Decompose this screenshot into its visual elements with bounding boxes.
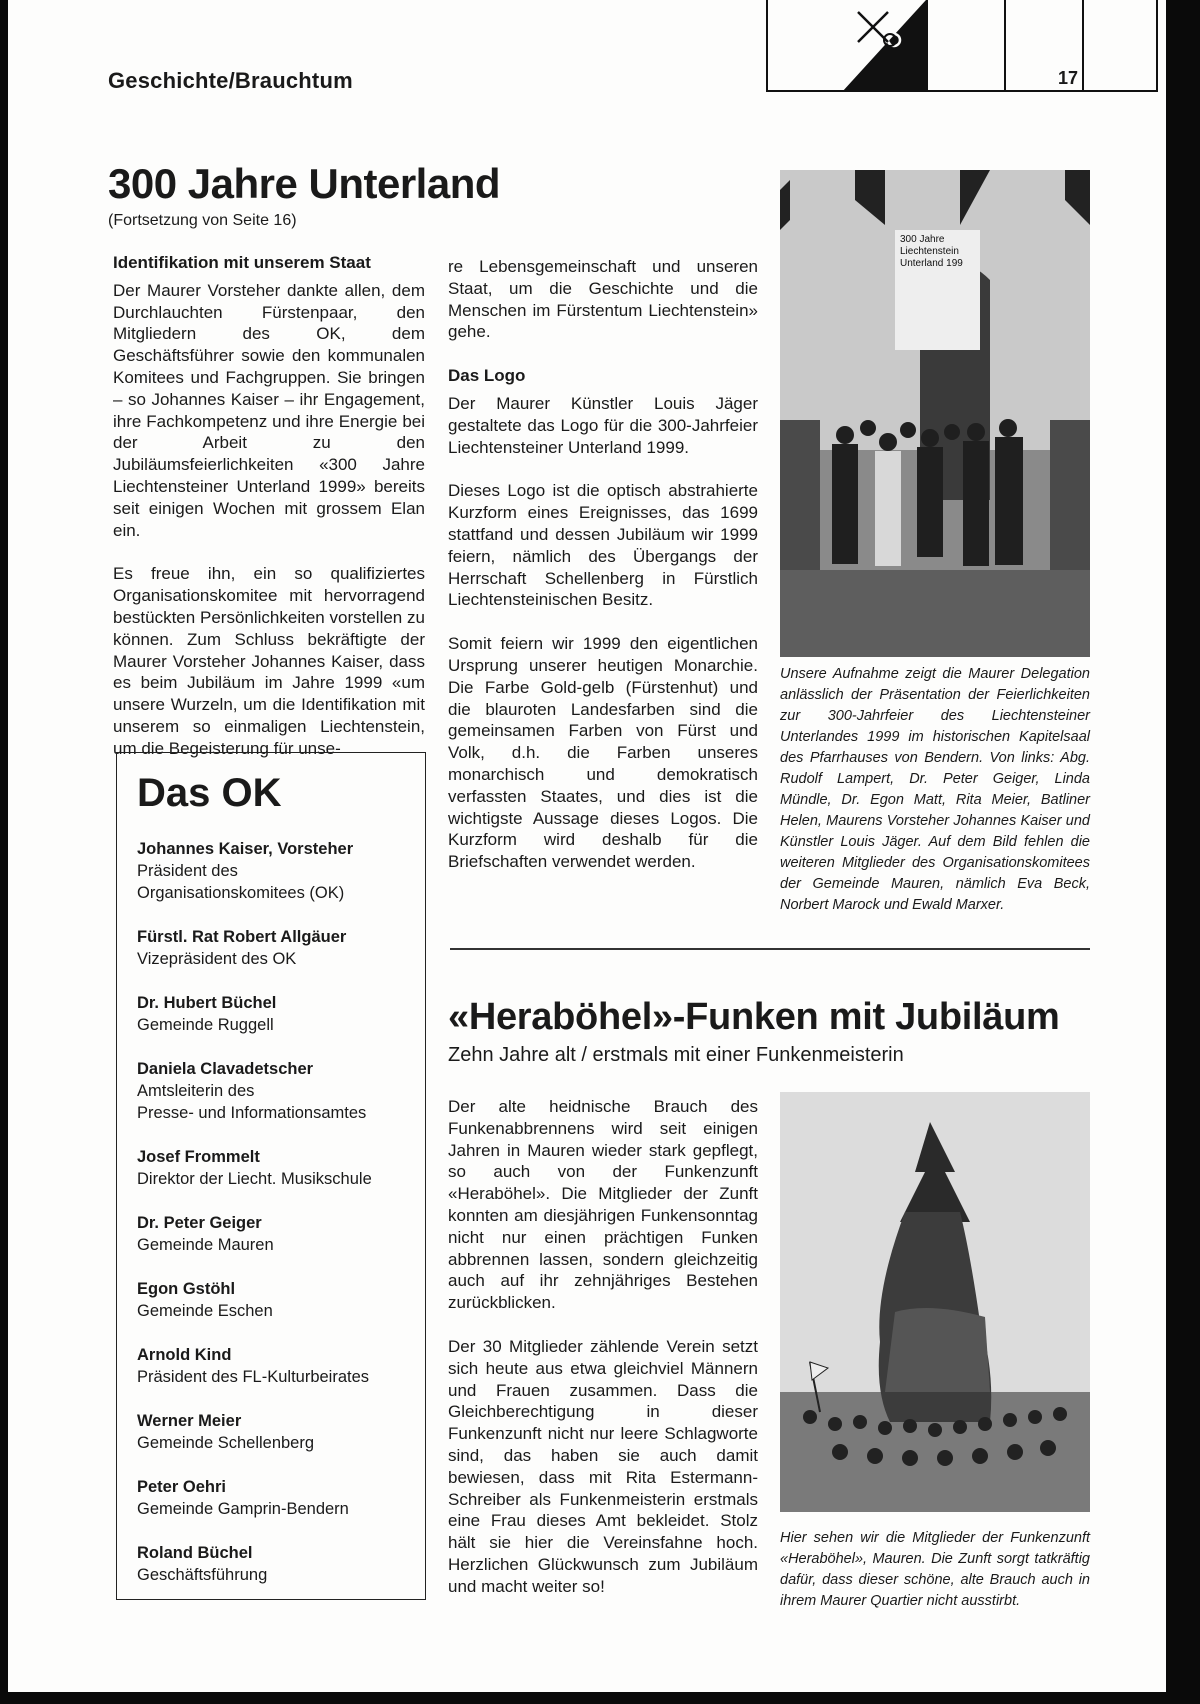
ok-member bbox=[137, 1146, 425, 1190]
member-name: Dr. Hubert Büchel bbox=[137, 994, 277, 1012]
article-column-left bbox=[113, 252, 425, 760]
member-name: Johannes Kaiser, Vorsteher bbox=[137, 840, 354, 858]
ok-box-title: Das OK bbox=[137, 771, 282, 815]
member-role: Gemeinde Eschen bbox=[137, 1302, 273, 1320]
member-name: Daniela Clavadetscher bbox=[137, 1060, 314, 1078]
member-role: Vizepräsident des OK bbox=[137, 950, 297, 968]
photo-caption: Unsere Aufnahme zeigt die Maurer Delegation anlässlich der Präsentation der Feierlichkeiten zur 300-Jahrfeier des Liechtensteiner Unterlandes 1999 im historischen Kapitelsaal des Pfarrhauses von Bendern. Von links: Abg. Rudolf Lampert, Dr. Peter Geiger, Linda Mündle, Dr. Egon Matt, Rita Meier, Batliner Helen, Maurens Vorsteher Johannes Kaiser und Künstler Louis Jäger. Auf dem Bild fehlen die weiteren Mitglieder des Organisationskomitees der Gemeinde Mauren, nämlich Eva Beck, Norbert Marock und Ewald Marxer. bbox=[780, 666, 1090, 913]
article-title: «Heraböhel»-Funken mit Jubiläum bbox=[448, 996, 1060, 1038]
paragraph: Es freue ihn, ein so qualifiziertes Organisationskomitee mit hervorragend bestückten Persönlichkeiten vorstellen zu können. Zum Schluss bekräftigte der Maurer Vorsteher Johannes Kaiser, dass es beim Jubiläum im Jahre 1999 «um unsere Wurzeln, um die Identifikation mit unserem so einmaligen Liechtenstein, um die Begeisterung für unse- bbox=[113, 564, 425, 758]
paragraph: Dieses Logo ist die optisch abstrahierte Kurzform eines Ereignisses, das 1699 stattfand und dessen Jubiläum wir 1999 feiern, nämlich des Übergangs der Herrschaft Schellenberg in Fürstlich Liechtensteinischen Besitz. bbox=[448, 481, 758, 610]
article-column-middle bbox=[448, 256, 758, 873]
member-role: Gemeinde Schellenberg bbox=[137, 1434, 315, 1452]
ok-member bbox=[137, 1476, 425, 1520]
member-role: Presse- und Informationsamtes bbox=[137, 1104, 367, 1122]
ok-member bbox=[137, 838, 425, 904]
member-name: Egon Gstöhl bbox=[137, 1280, 236, 1298]
member-role: Organisationskomitees (OK) bbox=[137, 884, 345, 902]
member-name: Roland Büchel bbox=[137, 1544, 253, 1562]
ok-member bbox=[137, 1212, 425, 1256]
ok-member bbox=[137, 992, 425, 1036]
article-subtitle: (Fortsetzung von Seite 16) bbox=[108, 212, 297, 229]
paragraph: re Lebensgemeinschaft und unseren Staat, um die Geschichte und die Menschen im Fürstentum Liechtenstein» gehe. bbox=[448, 257, 758, 342]
section-heading: Identifikation mit unserem Staat bbox=[113, 253, 371, 272]
ok-member bbox=[137, 1410, 425, 1454]
paragraph: Der 30 Mitglieder zählende Verein setzt sich heute aus etwa gleichviel Männern und Frauen zusammen. Dass die Gleichberechtigung in dieser Funkenzunft nicht nur leere Schlagworte sind, das haben sie auch damit bewiesen, dass mit Rita Estermann-Schreiber als Funkenmeisterin erstmals eine Frau dieses Amt bekleidet. Stolz hält sie hier die Vereinsfahne hoch. Herzlichen Glückwunsch zum Jubiläum und macht weiter so! bbox=[448, 1336, 758, 1596]
article-column bbox=[448, 1096, 758, 1598]
paragraph: Der Maurer Künstler Louis Jäger gestaltete das Logo für die 300-Jahrfeier Liechtensteiner Unterland 1999. bbox=[448, 393, 758, 457]
member-role: Geschäftsführung bbox=[137, 1566, 268, 1584]
article-title: 300 Jahre Unterland bbox=[108, 160, 501, 207]
member-name: Dr. Peter Geiger bbox=[137, 1214, 262, 1232]
crossed-keys-emblem-icon bbox=[842, 0, 926, 92]
member-role: Gemeinde Gamprin-Bendern bbox=[137, 1500, 349, 1518]
ok-member bbox=[137, 1344, 425, 1388]
paragraph: Somit feiern wir 1999 den eigentlichen Ursprung unserer heutigen Monarchie. Die Farbe Gold-gelb (Fürstenhut) und die blauroten Landesfarben sind die gemeinsamen Farben von Fürst und Volk, d.h. die Farben unseres monarchisch und demokratisch verfassten Staates, und dies ist die wichtigste Aussage dieses Logos. Die Kurzform wird deshalb für die Briefschaften verwendet werden. bbox=[448, 634, 758, 872]
funken-bonfire-photo bbox=[780, 1092, 1090, 1512]
member-name: Arnold Kind bbox=[137, 1346, 232, 1364]
magazine-page bbox=[8, 0, 1166, 1692]
photo-caption: Hier sehen wir die Mitglieder der Funkenzunft «Heraböhel», Mauren. Die Zunft sorgt tatkräftig dafür, dass dieser schöne, alte Brauch auch in ihrem Maurer Quartier nicht ausstirbt. bbox=[780, 1530, 1090, 1609]
page-number: 17 bbox=[1058, 68, 1079, 88]
section-header: Geschichte/Brauchtum bbox=[108, 68, 353, 93]
member-role: Direktor der Liecht. Musikschule bbox=[137, 1170, 372, 1188]
ok-member bbox=[137, 1278, 425, 1322]
member-role: Gemeinde Mauren bbox=[137, 1236, 274, 1254]
paragraph: Der Maurer Vorsteher dankte allen, dem Durchlauchten Fürstenpaar, den Mitgliedern des OK, dem Geschäftsführer sowie den kommunalen Komitees und Fachgruppen. Sie bringen – so Johannes Kaiser – ihr Engagement, ihre Fachkompetenz und ihre Energie bei der Arbeit zu den Jubiläumsfeierlichkeiten «300 Jahre Liechtensteiner Unterland 1999» bereits seit einigen Wochen mit grossem Elan ein. bbox=[113, 280, 425, 540]
member-name: Peter Oehri bbox=[137, 1478, 226, 1496]
member-role: Präsident des FL-Kulturbeirates bbox=[137, 1368, 370, 1386]
delegation-photo bbox=[780, 170, 1090, 657]
ok-committee-box bbox=[116, 752, 426, 1600]
section-divider bbox=[450, 948, 1090, 950]
article-subtitle: Zehn Jahre alt / erstmals mit einer Funkenmeisterin bbox=[448, 1044, 904, 1066]
member-role: Präsident des bbox=[137, 862, 238, 880]
paragraph: Der alte heidnische Brauch des Funkenabbrennens wird seit einigen Jahren in Mauren wieder stark gepflegt, so auch von der Funkenzunft «Heraböhel». Die Mitglieder der Zunft konnten am diesjährigen Funkensonntag nicht nur einen prächtigen Funken abbrennen lassen, sondern gleichzeitig auch auf ihr zehnjähriges Bestehen zurückblicken. bbox=[448, 1097, 758, 1313]
header-tab-strip bbox=[766, 0, 1158, 92]
section-heading: Das Logo bbox=[448, 366, 526, 386]
banner-text: Unterland 199 bbox=[900, 258, 963, 269]
member-name: Werner Meier bbox=[137, 1412, 242, 1430]
member-role: Gemeinde Ruggell bbox=[137, 1016, 274, 1034]
ok-member bbox=[137, 926, 425, 970]
banner-text: 300 Jahre bbox=[900, 234, 945, 245]
ok-member bbox=[137, 1058, 425, 1124]
banner-text: Liechtenstein bbox=[900, 246, 959, 257]
member-name: Fürstl. Rat Robert Allgäuer bbox=[137, 928, 347, 946]
ok-member bbox=[137, 1542, 425, 1586]
member-name: Josef Frommelt bbox=[137, 1148, 260, 1166]
member-role: Amtsleiterin des bbox=[137, 1082, 255, 1100]
